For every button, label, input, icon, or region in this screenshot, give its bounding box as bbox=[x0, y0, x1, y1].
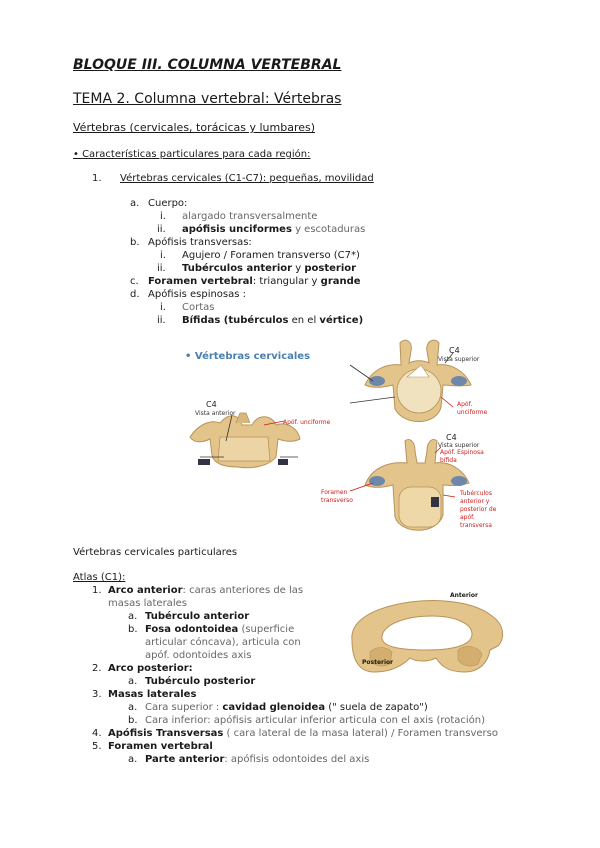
list-label: 2. bbox=[92, 663, 102, 674]
posterior-label: Posterior bbox=[362, 659, 394, 666]
list-label: a. bbox=[128, 611, 138, 622]
tubercles-label: Tubérculos bbox=[460, 490, 492, 497]
list-item: alargado transversalmente bbox=[182, 211, 318, 222]
list-item: Masas laterales bbox=[108, 689, 197, 700]
list-label: a. bbox=[128, 754, 138, 765]
c4-caption: Vista superior bbox=[438, 442, 480, 449]
list-label: i. bbox=[160, 250, 166, 261]
uncinate-label: Apóf. unciforme bbox=[283, 419, 331, 426]
list-item: Apófisis transversas: bbox=[148, 237, 252, 248]
list-label: 1. bbox=[92, 585, 102, 596]
list-item: Cortas bbox=[182, 302, 215, 313]
atlas-illustration bbox=[340, 592, 510, 682]
c4-caption: Vista anterior bbox=[195, 410, 236, 417]
list-label: ii. bbox=[157, 263, 166, 274]
section2-title: Vértebras cervicales particulares bbox=[73, 547, 238, 558]
list-item: Cuerpo: bbox=[148, 198, 188, 209]
cervical-heading: Vértebras cervicales (C1-C7): pequeñas, movilidad bbox=[120, 173, 374, 184]
section-subtitle: Vértebras (cervicales, torácicas y lumbares) bbox=[73, 121, 316, 134]
list-label: b. bbox=[128, 624, 138, 635]
atlas-heading: Atlas (C1): bbox=[73, 572, 126, 583]
tubercles-label: anterior y bbox=[460, 498, 490, 505]
tubercles-label: transversa bbox=[460, 522, 492, 529]
list-item: Apófisis Transversas ( cara lateral de la masa lateral) / Foramen transverso bbox=[108, 728, 498, 739]
uncinate-label: Apóf. bbox=[457, 401, 473, 408]
list-item: Cara superior : cavidad glenoidea (" suela de zapato") bbox=[145, 702, 428, 713]
list-label: a. bbox=[130, 198, 140, 209]
list-label: d. bbox=[130, 289, 140, 300]
list-item: Bífidas (tubérculos en el vértice) bbox=[182, 315, 364, 326]
list-label: ii. bbox=[157, 224, 166, 235]
list-label: b. bbox=[130, 237, 140, 248]
list-label: c. bbox=[130, 276, 139, 287]
item-number: 1. bbox=[92, 173, 102, 184]
list-item: Fosa odontoidea (superficie bbox=[145, 624, 295, 635]
foramen-label: transverso bbox=[321, 497, 353, 504]
list-item: Agujero / Foramen transverso (C7*) bbox=[182, 250, 360, 261]
c4-label: C4 bbox=[449, 346, 460, 355]
tema-title: TEMA 2. Columna vertebral: Vértebras bbox=[73, 91, 342, 107]
c4-anterior-illustration bbox=[180, 395, 305, 480]
tubercles-label: apóf. bbox=[460, 514, 475, 521]
list-item: Arco posterior: bbox=[108, 663, 193, 674]
list-item: Apófisis espinosas : bbox=[148, 289, 247, 300]
list-label: a. bbox=[128, 676, 138, 687]
list-item: apóf. odontoides axis bbox=[145, 650, 252, 661]
list-item: Tubérculo anterior bbox=[145, 611, 250, 622]
list-item: Foramen vertebral: triangular y grande bbox=[148, 276, 361, 287]
list-item: Foramen vertebral bbox=[108, 741, 213, 752]
figure-title: • Vértebras cervicales bbox=[185, 351, 311, 362]
list-label: 5. bbox=[92, 741, 102, 752]
bloque-title: BLOQUE III. COLUMNA VERTEBRAL bbox=[73, 57, 342, 73]
list-label: 4. bbox=[92, 728, 102, 739]
list-item: apófisis unciformes y escotaduras bbox=[182, 224, 366, 235]
list-item: Cara inferior: apófisis articular inferior articula con el axis (rotación) bbox=[145, 715, 486, 726]
c4-label: C4 bbox=[446, 433, 457, 442]
list-item: Arco anterior: caras anteriores de las bbox=[108, 585, 304, 596]
bullet-heading: • Características particulares para cada región: bbox=[73, 149, 311, 160]
tubercles-label: posterior de bbox=[460, 506, 497, 513]
list-label: a. bbox=[128, 702, 138, 713]
foramen-label: Foramen bbox=[321, 489, 348, 496]
spinous-label: bífida bbox=[440, 457, 457, 464]
list-item: articular cóncava), articula con bbox=[145, 637, 301, 648]
list-label: b. bbox=[128, 715, 138, 726]
list-label: i. bbox=[160, 211, 166, 222]
list-item: Tubérculo posterior bbox=[145, 676, 256, 687]
list-item: Parte anterior: apófisis odontoides del axis bbox=[145, 754, 370, 765]
anterior-label: Anterior bbox=[450, 592, 478, 599]
c4-caption: Vista superior bbox=[438, 356, 480, 363]
c4-label: C4 bbox=[206, 400, 217, 409]
uncinate-label: unciforme bbox=[457, 409, 488, 416]
list-label: ii. bbox=[157, 315, 166, 326]
list-item: masas laterales bbox=[108, 598, 187, 609]
spinous-label: Apóf. Espinosa bbox=[440, 449, 484, 456]
list-item: Tubérculos anterior y posterior bbox=[182, 263, 357, 274]
list-label: 3. bbox=[92, 689, 102, 700]
list-label: i. bbox=[160, 302, 166, 313]
